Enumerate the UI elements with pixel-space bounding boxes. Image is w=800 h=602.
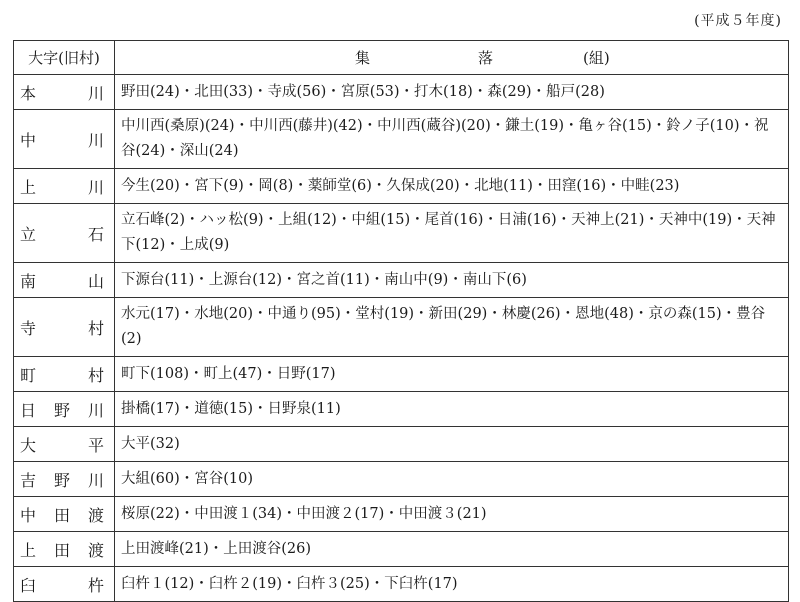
table-row: [14, 204, 789, 263]
oaza-char: 田: [53, 540, 70, 560]
oaza-char: 大: [20, 435, 37, 455]
oaza-char: 臼: [20, 575, 37, 595]
oaza-char: 野: [53, 470, 70, 490]
oaza-cell: [14, 75, 115, 110]
oaza-cell: [14, 532, 115, 567]
oaza-name: [20, 222, 104, 245]
oaza-char: 杵: [87, 575, 104, 595]
oaza-char: 川: [87, 177, 104, 197]
oaza-name: [20, 538, 104, 561]
table-row: [14, 567, 789, 602]
settlements-cell: 水元(17)・水地(20)・中通り(95)・堂村(19)・新田(29)・林慶(26)・恩地(48)・京の森(15)・豊谷(2): [115, 298, 789, 357]
oaza-char: 川: [87, 83, 104, 103]
oaza-cell: [14, 169, 115, 204]
settlements-cell: 野田(24)・北田(33)・寺成(56)・宮原(53)・打木(18)・森(29)・船戸(28): [115, 75, 789, 110]
oaza-char: 川: [87, 400, 104, 420]
oaza-name: [20, 269, 104, 292]
oaza-name: [20, 128, 104, 151]
oaza-name: [20, 503, 104, 526]
oaza-char: 川: [87, 470, 104, 490]
oaza-char: 上: [20, 540, 37, 560]
table-row: [14, 392, 789, 427]
oaza-char: 渡: [87, 505, 104, 525]
oaza-cell: [14, 298, 115, 357]
oaza-char: 中: [20, 130, 37, 150]
oaza-char: 立: [20, 224, 37, 244]
oaza-char: 平: [87, 435, 104, 455]
table-header-row: [14, 41, 789, 75]
table-row: [14, 497, 789, 532]
oaza-cell: [14, 263, 115, 298]
oaza-char: 村: [87, 365, 104, 385]
oaza-cell: [14, 567, 115, 602]
oaza-char: 日: [20, 400, 37, 420]
header-oaza: 大字(旧村): [14, 41, 115, 75]
oaza-name: [20, 363, 104, 386]
oaza-name: [20, 81, 104, 104]
oaza-char: 寺: [20, 318, 37, 338]
table-row: [14, 169, 789, 204]
oaza-cell: [14, 392, 115, 427]
oaza-cell: [14, 204, 115, 263]
oaza-char: 渡: [87, 540, 104, 560]
table-row: [14, 263, 789, 298]
oaza-name: [20, 316, 104, 339]
oaza-char: 野: [53, 400, 70, 420]
oaza-cell: [14, 110, 115, 169]
header-kumi: (組): [583, 49, 610, 67]
settlements-cell: 臼杵１(12)・臼杵２(19)・臼杵３(25)・下臼杵(17): [115, 567, 789, 602]
oaza-char: 川: [87, 130, 104, 150]
oaza-char: 田: [53, 505, 70, 525]
settlement-table: [13, 40, 789, 602]
table-row: [14, 532, 789, 567]
table-row: [14, 427, 789, 462]
oaza-char: 中: [20, 505, 37, 525]
header-shuraku-char1: 集: [355, 49, 371, 67]
oaza-char: 南: [20, 271, 37, 291]
table-row: [14, 357, 789, 392]
table-row: [14, 75, 789, 110]
oaza-char: 町: [20, 365, 37, 385]
oaza-name: [20, 468, 104, 491]
fiscal-year-note: (平成５年度): [694, 13, 782, 29]
settlements-cell: 掛橋(17)・道徳(15)・日野泉(11): [115, 392, 789, 427]
oaza-name: [20, 573, 104, 596]
settlements-cell: 大平(32): [115, 427, 789, 462]
table-body: [14, 75, 789, 602]
settlements-cell: 中川西(桑原)(24)・中川西(藤井)(42)・中川西(蔵谷)(20)・鎌土(19)・亀ヶ谷(15)・鈴ノ子(10)・祝谷(24)・深山(24): [115, 110, 789, 169]
settlements-cell: 立石峰(2)・ハッ松(9)・上組(12)・中組(15)・尾首(16)・日浦(16)・天神上(21)・天神中(19)・天神下(12)・上成(9): [115, 204, 789, 263]
oaza-name: [20, 398, 104, 421]
oaza-cell: [14, 462, 115, 497]
oaza-name: [20, 433, 104, 456]
settlements-cell: 今生(20)・宮下(9)・岡(8)・薬師堂(6)・久保成(20)・北地(11)・田窪(16)・中畦(23): [115, 169, 789, 204]
table-row: [14, 110, 789, 169]
header-shuraku-char2: 落: [478, 49, 494, 67]
oaza-char: 吉: [20, 470, 37, 490]
table-row: [14, 298, 789, 357]
oaza-char: 本: [20, 83, 37, 103]
header-shuraku: [115, 41, 789, 75]
oaza-char: 石: [87, 224, 104, 244]
settlements-cell: 桜原(22)・中田渡１(34)・中田渡２(17)・中田渡３(21): [115, 497, 789, 532]
settlements-cell: 上田渡峰(21)・上田渡谷(26): [115, 532, 789, 567]
oaza-cell: [14, 427, 115, 462]
oaza-cell: [14, 497, 115, 532]
settlements-cell: 町下(108)・町上(47)・日野(17): [115, 357, 789, 392]
oaza-char: 村: [87, 318, 104, 338]
table-row: [14, 462, 789, 497]
oaza-char: 山: [87, 271, 104, 291]
settlements-cell: 大組(60)・宮谷(10): [115, 462, 789, 497]
oaza-cell: [14, 357, 115, 392]
settlements-cell: 下源台(11)・上源台(12)・宮之首(11)・南山中(9)・南山下(6): [115, 263, 789, 298]
oaza-char: 上: [20, 177, 37, 197]
oaza-name: [20, 175, 104, 198]
